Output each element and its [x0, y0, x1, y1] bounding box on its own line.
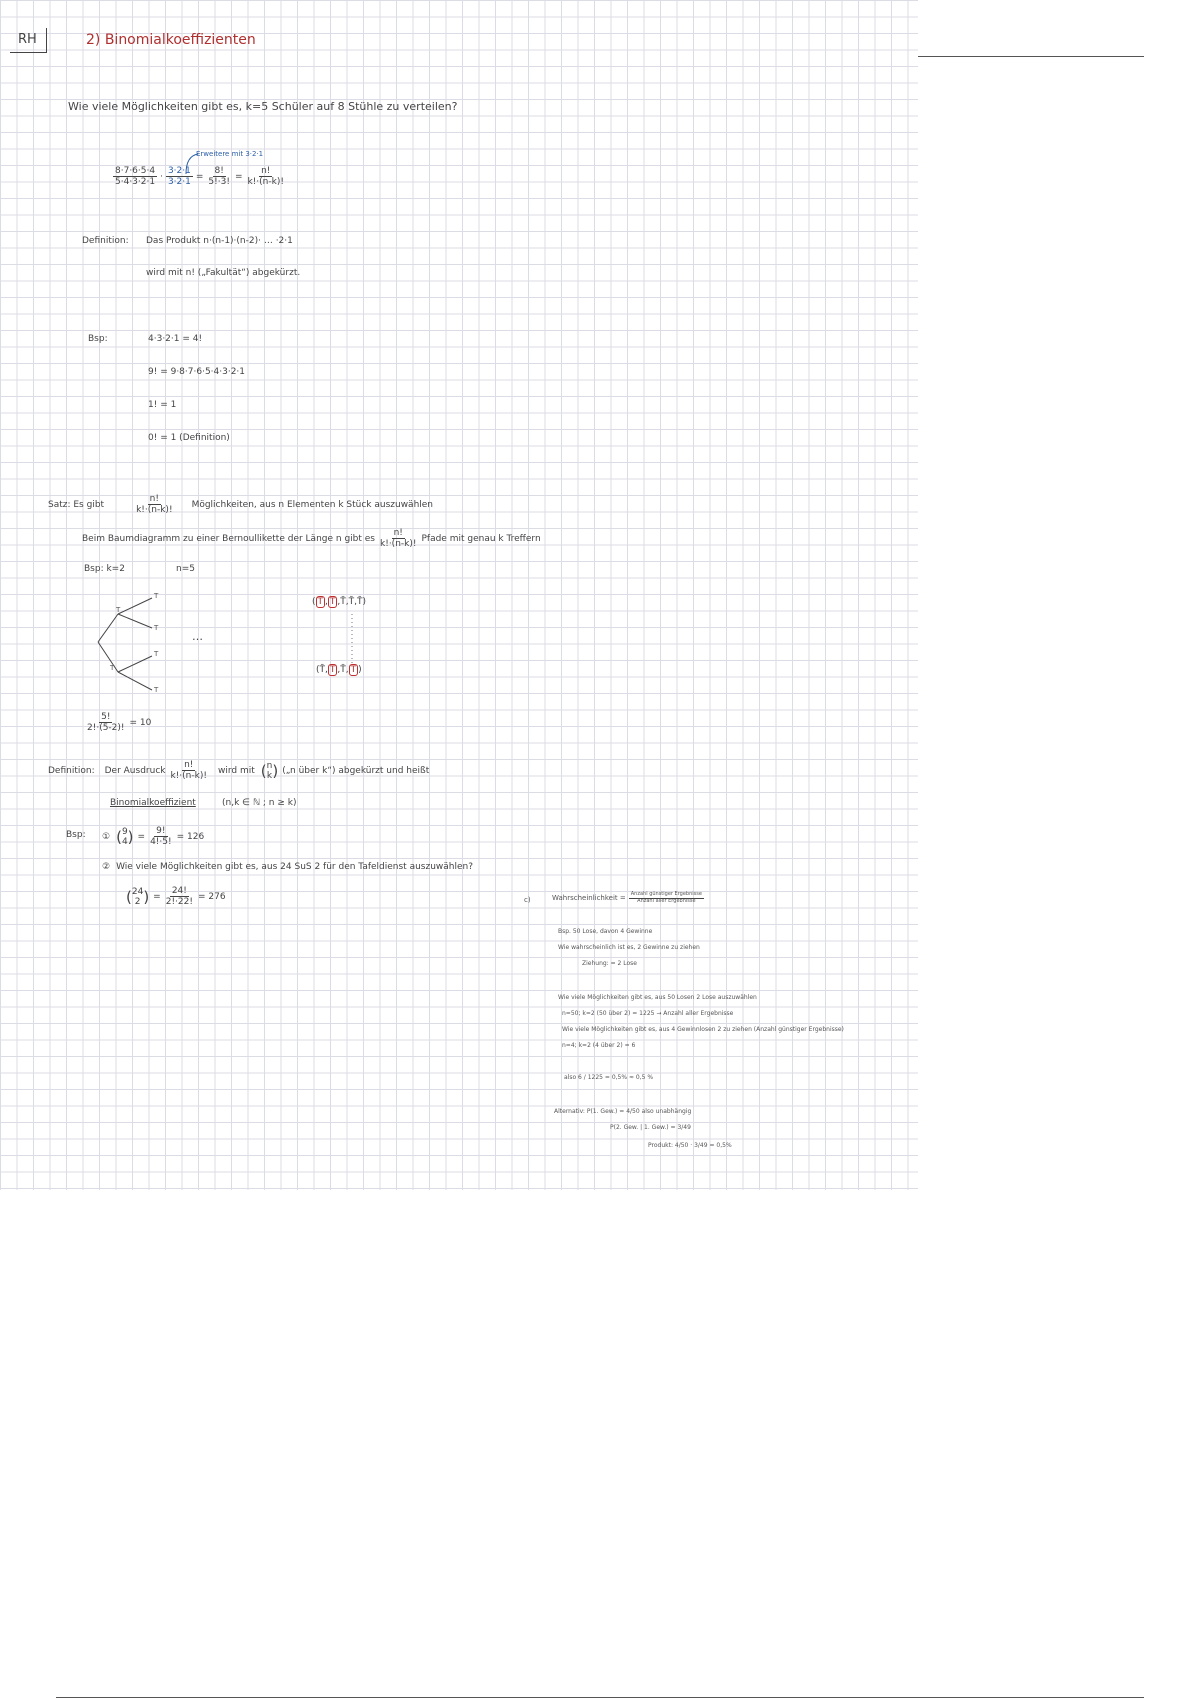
tree-result: $\frac{5!}{2!\cdot(5-2)!}$ = 10: [87, 712, 152, 734]
definition2-term: Binomialkoeffizient: [110, 798, 196, 808]
example-line: 9! = 9·8·7·6·5·4·3·2·1: [148, 367, 246, 377]
side-line10: Alternativ: P(1. Gew.) = 4/50 also unabhängig: [554, 1108, 692, 1115]
satz-line2: Beim Baumdiagramm zu einer Bernoullikette der Länge n gibt es $\frac{n!}{k!\cdot(n-k)!}$ Pfade mit genau k Treffern: [82, 528, 541, 550]
side-line11: P(2. Gew. | 1. Gew.) = 3/49: [610, 1124, 691, 1131]
sequence-dots: [350, 614, 354, 664]
intro-question: Wie viele Möglichkeiten gibt es, k=5 Schüler auf 8 Stühle zu verteilen?: [68, 100, 458, 113]
tree-example-label: Bsp: k=2: [84, 564, 125, 574]
fraction-8-over-5: $\frac{8\cdot 7\cdot 6\cdot 5\cdot 4}{5\cdot 4\cdot 3\cdot 2\cdot 1}$: [115, 166, 156, 188]
side-line1: Wahrscheinlichkeit = $\frac{\text{Anzahl günstiger Ergebnisse}}{\text{Anzahl aller Ergebnisse}}$: [552, 891, 702, 904]
tree-n-label: n=5: [176, 564, 195, 574]
side-line2: Bsp. 50 Lose, davon 4 Gewinne: [558, 928, 653, 935]
tree-node: T: [110, 664, 115, 672]
example-a-fraction: $\frac{9!}{4!\cdot 5!}$: [150, 826, 172, 848]
example-b-question: ② Wie viele Möglichkeiten gibt es, aus 24 SuS 2 für den Tafeldienst auszuwählen?: [102, 862, 474, 872]
side-line3: Wie wahrscheinlich ist es, 2 Gewinne zu ziehen: [558, 944, 700, 951]
definition2-condition: (n,k ∈ ℕ ; n ≥ k): [222, 798, 297, 808]
definition2-line: Definition: Der Ausdruck $\frac{n!}{k!\cdot(n-k)!}$ wird mit ( n k ) („n über k“) abgekürzt und heißt: [48, 760, 430, 782]
example-b-fraction: $\frac{24!}{2!\cdot 22!}$: [165, 886, 193, 908]
satz-fraction2: $\frac{n!}{k!\cdot(n-k)!}$: [380, 528, 417, 550]
satz-fraction: $\frac{n!}{k!\cdot(n-k)!}$: [136, 494, 173, 516]
tree-node: T: [154, 592, 159, 600]
tree-node: T: [154, 686, 159, 694]
footer-rule: [56, 1697, 1144, 1698]
side-line6: n=50; k=2 (50 über 2) = 1225 → Anzahl aller Ergebnisse: [562, 1010, 734, 1017]
definition1-text2: wird mit n! („Fakultät“) abgekürzt.: [146, 268, 301, 278]
example-line: 1! = 1: [148, 400, 177, 410]
binom-9-4: 9 4: [121, 826, 128, 847]
examples2-label: Bsp:: [66, 830, 86, 840]
side-label: c): [524, 896, 531, 904]
page-title: 2) Binomialkoeffizienten: [86, 32, 256, 48]
definition1-label: Definition:: [82, 236, 129, 246]
example-line: 0! = 1 (Definition): [148, 433, 230, 443]
example-a: ① ( 9 4 ) = $\frac{9!}{4!\cdot 5!}$ = 126: [102, 826, 205, 848]
initials: RH: [18, 32, 37, 47]
intro-formula: $\frac{8\cdot 7\cdot 6\cdot 5\cdot 4}{5\cdot 4\cdot 3\cdot 2\cdot 1}$ · $\frac{3\cdot 2\cdot 1}{3\cdot 2\cdot 1}$ = $\frac{8!}{5!\cdot 3!}$ = $\frac{n!}{k!\cdot(n-k)!}$: [115, 166, 284, 188]
header-rule: [918, 56, 1144, 57]
tree-fraction: $\frac{5!}{2!\cdot(5-2)!}$: [87, 712, 125, 734]
definition1-text1: Das Produkt n·(n-1)·(n-2)· … ·2·1: [146, 236, 293, 246]
side-fraction: $\frac{\text{Anzahl günstiger Ergebnisse}}{\text{Anzahl aller Ergebnisse}}$: [630, 891, 702, 904]
tree-diagram: [90, 590, 170, 700]
example-line: 4·3·2·1 = 4!: [148, 334, 203, 344]
tree-ellipsis: …: [192, 630, 203, 643]
fraction-expand: $\frac{3\cdot 2\cdot 1}{3\cdot 2\cdot 1}$: [167, 166, 191, 188]
tree-node: T: [116, 606, 121, 614]
sequence-first: ( T , T ,T̄,T̄,T̄): [312, 597, 366, 607]
binom-nk: n k: [266, 760, 273, 781]
fraction-factorial: $\frac{8!}{5!\cdot 3!}$: [208, 166, 230, 188]
examples1-label: Bsp:: [88, 334, 108, 344]
definition2-fraction: $\frac{n!}{k!\cdot(n-k)!}$: [170, 760, 207, 782]
fraction-general: $\frac{n!}{k!\cdot(n-k)!}$: [247, 166, 284, 188]
sequence-last: (T̄, T ,T̄, T ): [316, 665, 362, 675]
satz-line1: Satz: Es gibt $\frac{n!}{k!\cdot(n-k)!}$ Möglichkeiten, aus n Elementen k Stück auszuwählen: [48, 494, 434, 516]
tree-node: T: [154, 624, 159, 632]
intro-annotation: Erweitere mit 3·2·1: [196, 150, 264, 158]
side-line5: Wie viele Möglichkeiten gibt es, aus 50 Losen 2 Lose auszuwählen: [558, 994, 757, 1001]
side-line4: Ziehung: = 2 Lose: [582, 960, 637, 967]
tree-node: T: [154, 650, 159, 658]
binom-24-2: 24 2: [131, 886, 144, 907]
side-line7: Wie viele Möglichkeiten gibt es, aus 4 Gewinnlosen 2 zu ziehen (Anzahl günstiger Ergebnisse): [562, 1026, 844, 1033]
side-line12: Produkt: 4/50 · 3/49 = 0,5%: [648, 1142, 732, 1149]
side-line9: also 6 / 1225 = 0,5% ≈ 0,5 %: [564, 1074, 654, 1081]
side-line8: n=4; k=2 (4 über 2) = 6: [562, 1042, 636, 1049]
example-b: ( 24 2 ) = $\frac{24!}{2!\cdot 22!}$ = 276: [126, 886, 226, 908]
